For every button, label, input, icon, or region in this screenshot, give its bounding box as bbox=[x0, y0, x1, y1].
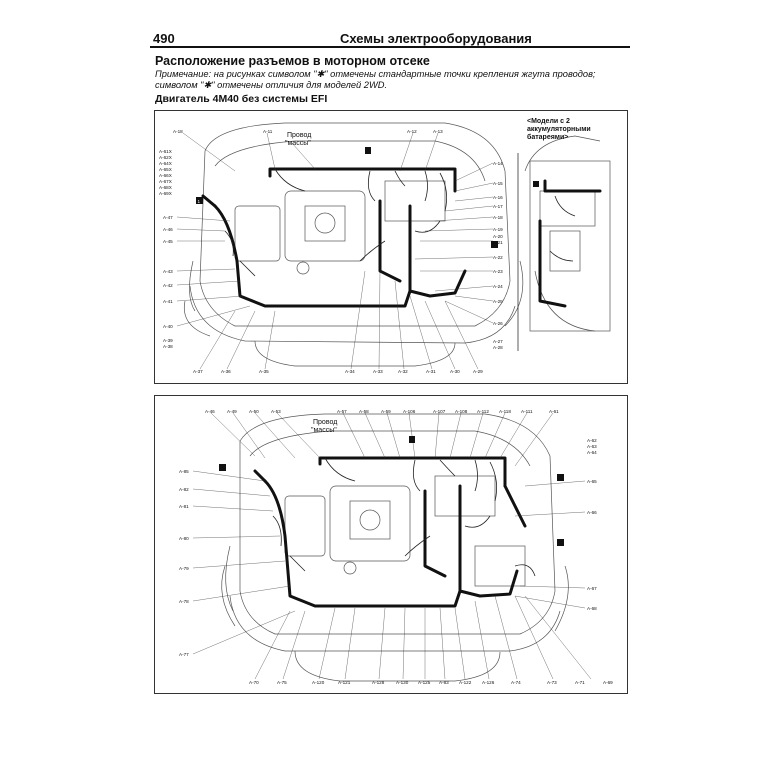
label-a32: A-32 bbox=[398, 369, 408, 374]
label-a74: A-74 bbox=[511, 680, 521, 685]
label-a49: A-49 bbox=[227, 409, 237, 414]
wiring-diagram-1 bbox=[155, 111, 627, 383]
label-a12: A-12 bbox=[407, 129, 417, 134]
label-a67x: A-67X bbox=[159, 179, 172, 184]
ground-wire-label-line1: Провод bbox=[287, 132, 312, 139]
diagram-engine-compartment-2 bbox=[154, 395, 628, 694]
label-a37: A-37 bbox=[193, 369, 203, 374]
label-a53: A-53 bbox=[271, 409, 281, 414]
label-a69x: A-69X bbox=[159, 191, 172, 196]
label-a120: A-120 bbox=[312, 680, 325, 685]
label-a121: A-121 bbox=[338, 680, 351, 685]
label-a61x: A-61X bbox=[159, 149, 172, 154]
label-a65: A-65 bbox=[587, 479, 597, 484]
label-a66x: A-66X bbox=[159, 173, 172, 178]
inset-label-line3: батареями> bbox=[527, 134, 569, 141]
label-a69: A-69 bbox=[603, 680, 613, 685]
label-a67: A-67 bbox=[587, 586, 597, 591]
label-a125: A-125 bbox=[418, 680, 431, 685]
label-a14: A-14 bbox=[493, 161, 503, 166]
label-a71: A-71 bbox=[575, 680, 585, 685]
label-a28: A-28 bbox=[493, 345, 503, 350]
label-a79: A-79 bbox=[179, 566, 189, 571]
flag-2 bbox=[219, 464, 226, 471]
label-a62x: A-62X bbox=[159, 155, 172, 160]
label-a81: A-81 bbox=[179, 504, 189, 509]
label-a78: A-78 bbox=[179, 599, 189, 604]
inset-label-line2: аккумуляторными bbox=[527, 126, 591, 133]
label-a21: A-21 bbox=[493, 240, 503, 245]
label-a108: A-108 bbox=[455, 409, 468, 414]
label-a18b: A-18 bbox=[493, 215, 503, 220]
label-a118: A-118 bbox=[499, 409, 511, 414]
inset-label-line1: <Модели с 2 bbox=[527, 118, 570, 125]
label-a13: A-13 bbox=[433, 129, 443, 134]
label-a85: A-85 bbox=[179, 469, 189, 474]
ground-wire-label-line1: Провод bbox=[313, 419, 338, 426]
label-a18: A-18 bbox=[173, 129, 183, 134]
label-a59: A-59 bbox=[381, 409, 391, 414]
label-a63: A-63 bbox=[587, 444, 597, 449]
label-a50: A-50 bbox=[249, 409, 259, 414]
label-a20: A-20 bbox=[493, 234, 503, 239]
label-a65x: A-65X bbox=[159, 167, 172, 172]
label-a106: A-106 bbox=[403, 409, 416, 414]
label-a70: A-70 bbox=[249, 680, 259, 685]
label-a45: A-45 bbox=[163, 239, 173, 244]
label-a22: A-22 bbox=[493, 255, 503, 260]
note-text: Примечание: на рисунках символом "✱" отмечены стандартные точки крепления жгута проводов; символом "✱" отмечены отличия для моделей 2WD. bbox=[155, 69, 596, 90]
label-a130: A-130 bbox=[396, 680, 409, 685]
label-a29: A-29 bbox=[473, 369, 483, 374]
label-a75: A-75 bbox=[277, 680, 287, 685]
label-a42: A-42 bbox=[163, 283, 173, 288]
label-a126: A-126 bbox=[482, 680, 495, 685]
flag-1-label: 1 bbox=[197, 199, 201, 204]
label-a68x: A-68X bbox=[159, 185, 172, 190]
label-a73: A-73 bbox=[547, 680, 557, 685]
label-a17: A-17 bbox=[493, 204, 503, 209]
label-a19: A-19 bbox=[493, 227, 503, 232]
label-a16: A-16 bbox=[493, 195, 503, 200]
ground-wire-label-line2: "массы" bbox=[311, 427, 337, 434]
label-a64x: A-64X bbox=[159, 161, 172, 166]
label-a23: A-23 bbox=[493, 269, 503, 274]
label-a36: A-36 bbox=[221, 369, 231, 374]
label-a35: A-35 bbox=[259, 369, 269, 374]
flag-4 bbox=[557, 474, 564, 481]
header-rule bbox=[150, 46, 630, 48]
label-a11: A-11 bbox=[263, 129, 273, 134]
label-a30: A-30 bbox=[450, 369, 460, 374]
wiring-diagram-2 bbox=[155, 396, 627, 693]
label-a111: A-111 bbox=[521, 409, 533, 414]
label-a15: A-15 bbox=[493, 181, 503, 186]
label-a40: A-40 bbox=[163, 324, 173, 329]
label-a77: A-77 bbox=[179, 652, 189, 657]
label-a62: A-62 bbox=[587, 438, 597, 443]
label-a43: A-43 bbox=[163, 269, 173, 274]
section-title: Схемы электрооборудования bbox=[340, 31, 532, 46]
label-a46: A-46 bbox=[205, 409, 215, 414]
label-a66: A-66 bbox=[587, 510, 597, 515]
label-a61: A-61 bbox=[549, 409, 559, 414]
ground-wire-label-line2: "массы" bbox=[285, 140, 311, 147]
page-number: 490 bbox=[153, 31, 175, 46]
label-a112: A-112 bbox=[477, 409, 489, 414]
label-a46: A-46 bbox=[163, 227, 173, 232]
label-a107: A-107 bbox=[433, 409, 446, 414]
label-a41: A-41 bbox=[163, 299, 173, 304]
flag-3 bbox=[409, 436, 415, 443]
label-a24: A-24 bbox=[493, 284, 503, 289]
label-a38: A-38 bbox=[163, 344, 173, 349]
diagram-engine-compartment-1 bbox=[154, 110, 628, 384]
label-a64: A-64 bbox=[587, 450, 597, 455]
label-a122: A-122 bbox=[459, 680, 472, 685]
flag-4 bbox=[533, 181, 539, 187]
flag-2 bbox=[365, 147, 371, 154]
label-a34: A-34 bbox=[345, 369, 355, 374]
label-a68: A-68 bbox=[587, 606, 597, 611]
label-a47: A-47 bbox=[163, 215, 173, 220]
label-a58: A-58 bbox=[359, 409, 369, 414]
flag-5 bbox=[557, 539, 564, 546]
label-a57: A-57 bbox=[337, 409, 347, 414]
engine-subheading: Двигатель 4M40 без системы EFI bbox=[155, 93, 328, 105]
label-a39: A-39 bbox=[163, 338, 173, 343]
label-a25: A-25 bbox=[493, 299, 503, 304]
label-a82: A-82 bbox=[179, 487, 189, 492]
label-a128: A-128 bbox=[372, 680, 385, 685]
label-a27: A-27 bbox=[493, 339, 503, 344]
label-a26: A-26 bbox=[493, 321, 503, 326]
page-heading: Расположение разъемов в моторном отсеке bbox=[155, 54, 430, 68]
label-a33: A-33 bbox=[373, 369, 383, 374]
label-a80: A-80 bbox=[179, 536, 189, 541]
label-a83: A-83 bbox=[439, 680, 449, 685]
label-a31: A-31 bbox=[426, 369, 436, 374]
